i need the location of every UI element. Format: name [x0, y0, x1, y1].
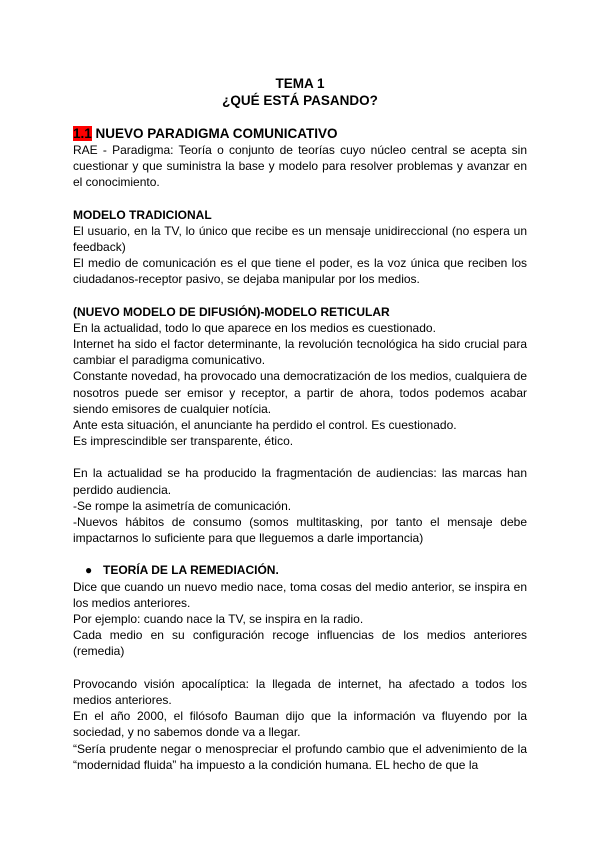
paragraph: El usuario, en la TV, lo único que recibe es un mensaje unidireccional (no espera un feedback) — [73, 223, 527, 255]
bullet-icon: ● — [85, 563, 93, 578]
paragraph: Constante novedad, ha provocado una democratización de los medios, cualquiera de nosotros puede ser emisor y receptor, a partir de ahora, todos podemos acabar siendo emisores de cualquier notícia. — [73, 369, 527, 416]
section-heading-paradigm — [73, 126, 527, 142]
paragraph: Dice que cuando un nuevo medio nace, toma cosas del medio anterior, se inspira en los medios anteriores. — [73, 579, 527, 610]
paragraph: En el año 2000, el filósofo Bauman dijo que la información va fluyendo por la sociedad, y no sabemos donde va a llegar. — [73, 709, 527, 740]
paragraph: Cada medio en su configuración recoge influencias de los medios anteriores (remedia) — [73, 628, 527, 659]
paragraph: Ante esta situación, el anunciante ha perdido el control. Es cuestionado. — [73, 418, 457, 433]
heading-remediation-text: TEORÍA DE LA REMEDIACIÓN. — [103, 563, 279, 578]
paragraph: -Se rompe la asimetría de comunicación. — [73, 498, 292, 513]
paragraph: El medio de comunicación es el que tiene el poder, es la voz única que reciben los ciudadanos-receptor pasivo, se dejaba manipular por los medios. — [73, 256, 527, 287]
page-title: TEMA 1 — [275, 76, 325, 91]
heading-reticular-model: (NUEVO MODELO DE DIFUSIÓN)-MODELO RETICULAR — [73, 304, 390, 319]
document-body — [73, 126, 527, 773]
paragraph: -Nuevos hábitos de consumo (somos multitasking, por tanto el mensaje debe impactarnos lo suficiente para que lleguemos a darle importancia) — [73, 515, 527, 546]
rae-definition: RAE - Paradigma: Teoría o conjunto de teorías cuyo núcleo central se acepta sin cuestionar y que suministra la base y modelo para resolver problemas y avanzar en el conocimiento. — [73, 143, 527, 190]
heading-remediation-theory — [73, 562, 527, 578]
paragraph: En la actualidad, todo lo que aparece en los medios es cuestionado. — [73, 320, 436, 335]
paragraph: Por ejemplo: cuando nace la TV, se inspira en la radio. — [73, 612, 364, 627]
paragraph: Provocando visión apocalíptica: la llegada de internet, ha afectado a todos los medios anteriores. — [73, 676, 527, 707]
paragraph: En la actualidad se ha producido la fragmentación de audiencias: las marcas han perdido audiencia. — [73, 466, 527, 497]
paragraph: Es imprescindible ser transparente, ético. — [73, 434, 294, 449]
heading-traditional-model: MODELO TRADICIONAL — [73, 207, 212, 222]
section-heading-text: NUEVO PARADIGMA COMUNICATIVO — [91, 126, 338, 141]
paragraph: “Sería prudente negar o menospreciar el profundo cambio que el advenimiento de la “modernidad fluida” ha impuesto a la condición humana. EL hecho de que la — [73, 741, 527, 772]
section-number-highlight: 1.1 — [73, 126, 92, 141]
paragraph: Internet ha sido el factor determinante, la revolución tecnológica ha sido crucial para cambiar el paradigma comunicativo. — [73, 337, 527, 368]
page-subtitle: ¿QUÉ ESTÁ PASANDO? — [222, 93, 378, 108]
